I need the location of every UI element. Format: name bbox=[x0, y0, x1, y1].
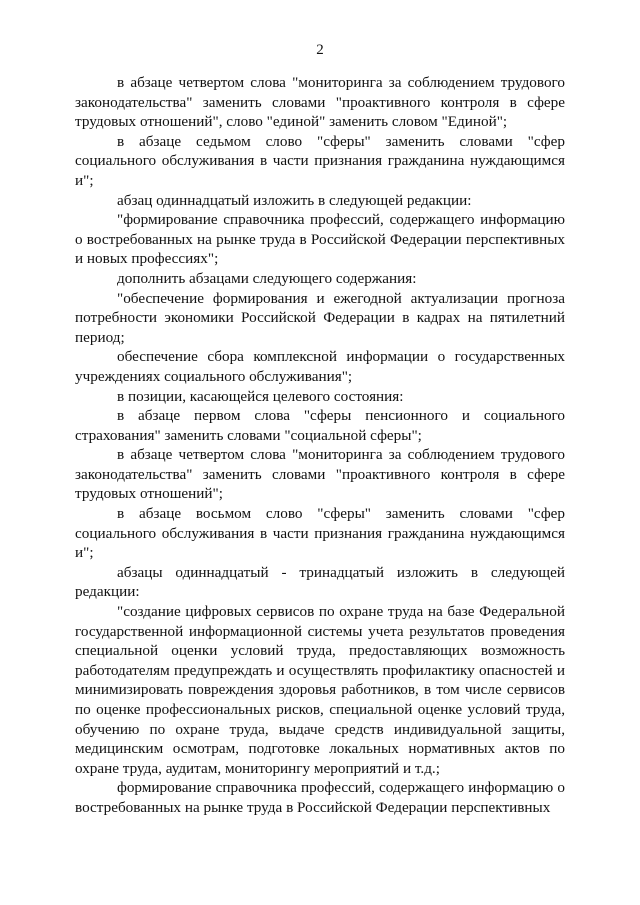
paragraph: в абзаце первом слова "сферы пенсионного и социального страхования" заменить словами "социальной сферы"; bbox=[75, 407, 565, 444]
document-body bbox=[75, 73, 565, 818]
paragraph: в абзаце четвертом слова "мониторинга за соблюдением трудового законодательства" заменить словами "проактивного контроля в сфере трудовых отношений", слово "единой" заменить словом "Единой"; bbox=[75, 74, 565, 131]
paragraph: абзац одиннадцатый изложить в следующей редакции: bbox=[117, 191, 472, 209]
paragraph: в абзаце четвертом слова "мониторинга за соблюдением трудового законодательства" заменить словами "проактивного контроля в сфере трудовых отношений"; bbox=[75, 446, 565, 503]
paragraph: в абзаце седьмом слово "сферы" заменить словами "сфер социального обслуживания в части признания гражданина нуждающимся и"; bbox=[75, 132, 565, 189]
paragraph: в позиции, касающейся целевого состояния: bbox=[117, 387, 404, 405]
paragraph: в абзаце восьмом слово "сферы" заменить словами "сфер социального обслуживания в части признания гражданина нуждающимся и"; bbox=[75, 505, 565, 562]
paragraph: "обеспечение формирования и ежегодной актуализации прогноза потребности экономики Российской Федерации в кадрах на пятилетний период; bbox=[75, 289, 565, 346]
paragraph: обеспечение сбора комплексной информации о государственных учреждениях социального обслуживания"; bbox=[75, 348, 565, 385]
paragraph: "создание цифровых сервисов по охране труда на базе Федеральной государственной информационной системы учета результатов проведения специальной оценки условий труда, предоставляющих возможность работодателям предупреждать и осуществлять профилактику опасностей и минимизировать повреждения здоровья работников, в том числе сервисов по оценке профессиональных рисков, специальной оценке условий труда, обучению по охране труда, выдаче средств индивидуальной защиты, медицинским осмотрам, подготовке локальных нормативных актов по охране труда, аудитам, мониторингу мероприятий и т.д.; bbox=[75, 603, 565, 777]
paragraph: формирование справочника профессий, содержащего информацию о востребованных на рынке труда в Российской Федерации перспективных bbox=[75, 779, 565, 816]
paragraph: дополнить абзацами следующего содержания: bbox=[117, 269, 417, 287]
paragraph: абзацы одиннадцатый - тринадцатый изложить в следующей редакции: bbox=[75, 563, 565, 601]
paragraph: "формирование справочника профессий, содержащего информацию о востребованных на рынке труда в Российской Федерации перспективных и новых профессиях"; bbox=[75, 211, 565, 268]
page-number: 2 bbox=[316, 42, 324, 58]
